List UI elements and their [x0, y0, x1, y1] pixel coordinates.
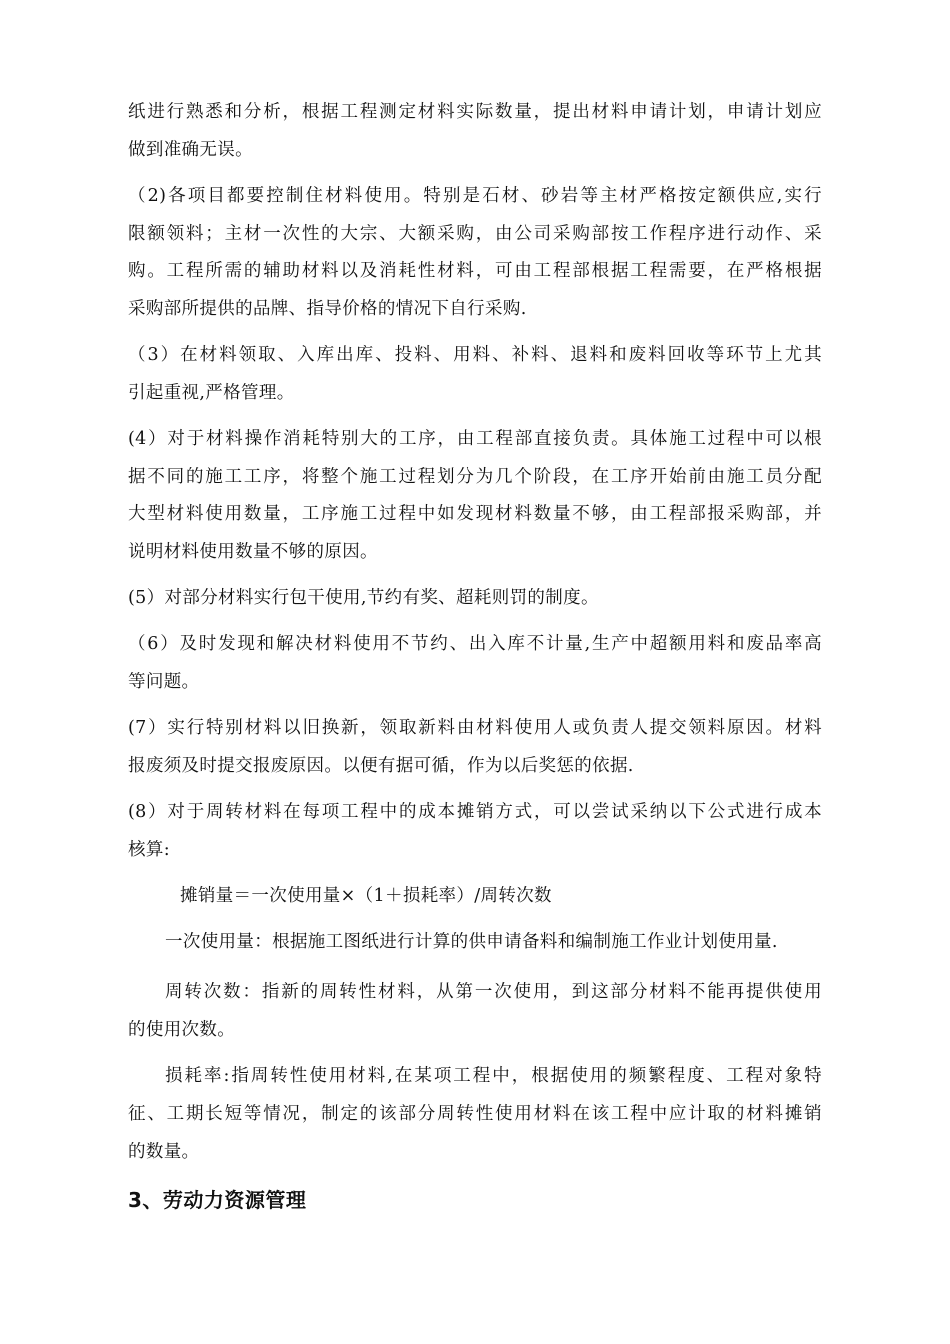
text-line: 一次使用量：根据施工图纸进行计算的供申请备料和编制施工作业计划使用量. — [165, 932, 778, 952]
text-line: 采购部所提供的品牌、指导价格的情况下自行采购. — [128, 299, 527, 319]
text-line: 引起重视,严格管理。 — [128, 383, 295, 403]
text-line: （6）及时发现和解决材料使用不节约、出入库不计量,生产中超额用料和废品率高 — [128, 634, 822, 654]
text-line: （3）在材料领取、入库出库、投料、用料、补料、退料和废料回收等环节上尤其 — [128, 345, 822, 365]
text-line: 报废须及时提交报废原因。以便有据可循，作为以后奖惩的依据. — [128, 756, 634, 776]
text-line: 购。工程所需的辅助材料以及消耗性材料，可由工程部根据工程需要，在严格根据 — [128, 261, 822, 281]
text-line: 限额领料；主材一次性的大宗、大额采购，由公司采购部按工作程序进行动作、采 — [128, 224, 822, 244]
text-line: 周转次数：指新的周转性材料，从第一次使用，到这部分材料不能再提供使用 — [165, 982, 822, 1002]
text-line: 据不同的施工工序，将整个施工过程划分为几个阶段，在工序开始前由施工员分配 — [128, 467, 822, 487]
text-line: 说明材料使用数量不够的原因。 — [128, 542, 378, 562]
text-line: 纸进行熟悉和分析，根据工程测定材料实际数量，提出材料申请计划，申请计划应 — [128, 102, 822, 122]
text-line: 做到准确无误。 — [128, 140, 253, 160]
text-line: 核算: — [128, 840, 170, 860]
text-line: （2)各项目都要控制住材料使用。特别是石材、砂岩等主材严格按定额供应,实行 — [128, 186, 822, 206]
text-line: 大型材料使用数量，工序施工过程中如发现材料数量不够，由工程部报采购部，并 — [128, 504, 822, 524]
text-line: (4）对于材料操作消耗特别大的工序，由工程部直接负责。具体施工过程中可以根 — [128, 429, 822, 449]
text-line: (8）对于周转材料在每项工程中的成本摊销方式，可以尝试采纳以下公式进行成本 — [128, 802, 822, 822]
text-line: 的使用次数。 — [128, 1020, 236, 1040]
text-line: 的数量。 — [128, 1142, 200, 1162]
text-line: 损耗率:指周转性使用材料,在某项工程中，根据使用的频繁程度、工程对象特 — [165, 1066, 822, 1086]
text-line: (7）实行特别材料以旧换新，领取新料由材料使用人或负责人提交领料原因。材料 — [128, 718, 822, 738]
text-line: 征、工期长短等情况，制定的该部分周转性使用材料在该工程中应计取的材料摊销 — [128, 1104, 822, 1124]
text-line: (5）对部分材料实行包干使用,节约有奖、超耗则罚的制度。 — [128, 588, 599, 608]
formula-line: 摊销量＝一次使用量×（1＋损耗率）/周转次数 — [180, 886, 552, 906]
section-heading: 3、劳动力资源管理 — [128, 1188, 307, 1212]
text-line: 等问题。 — [128, 672, 200, 692]
